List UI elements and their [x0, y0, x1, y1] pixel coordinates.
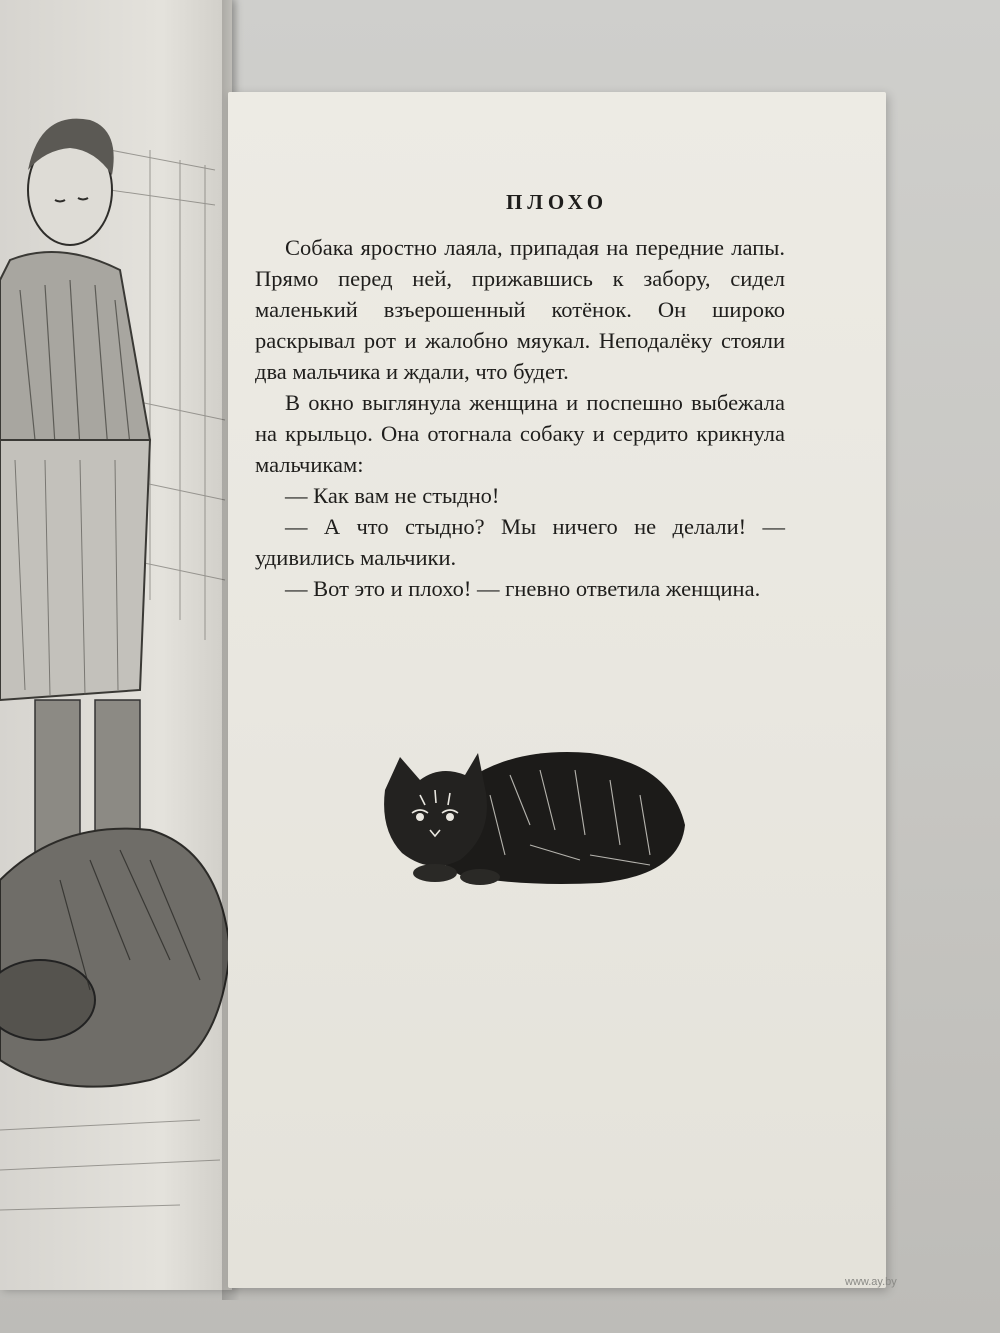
left-page-illustration [0, 0, 232, 1290]
dialogue-line-2: — А что стыдно? Мы ничего не делали! — удивились мальчики. [255, 514, 785, 570]
paragraph-1: Собака яростно лаяла, припадая на передние лапы. Прямо перед ней, прижавшись к забору, сидел маленький взъерошенный котёнок. Он широко раскрывал рот и жалобно мяукал. Неподалёку стояли два мальчика и ждали, что будет. [255, 235, 785, 384]
kitten-illustration [380, 735, 692, 890]
paragraph-2: В окно выглянула женщина и поспешно выбежала на крыльцо. Она отогнала собаку и сердито крикнула мальчикам: [255, 390, 785, 477]
boy-and-dog-sketch [0, 0, 232, 1290]
dialogue-line-1: — Как вам не стыдно! [285, 483, 500, 508]
watermark: www.ay.by [845, 1276, 897, 1288]
story-title: ПЛОХО [505, 190, 609, 214]
story-body [255, 232, 785, 604]
kitten-icon [380, 735, 692, 890]
dialogue-line-3: — Вот это и плохо! — гневно ответила женщина. [285, 576, 761, 601]
